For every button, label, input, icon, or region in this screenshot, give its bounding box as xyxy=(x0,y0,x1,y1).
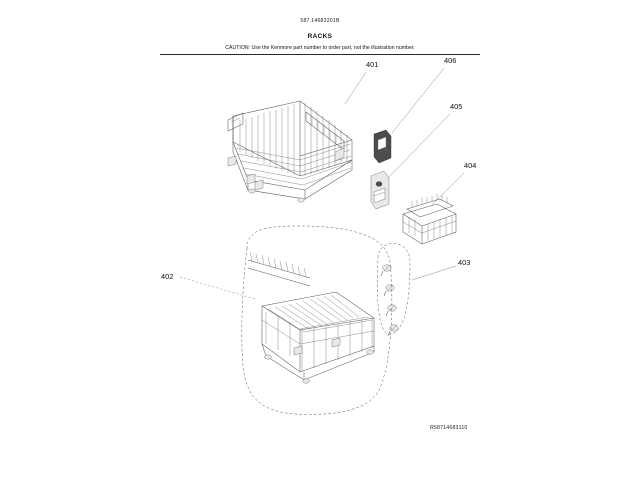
fold-down-tines xyxy=(248,252,310,286)
callout-402: 402 xyxy=(161,272,174,281)
roller-wheel xyxy=(386,305,396,316)
roller-wheel xyxy=(384,285,394,296)
model-number: 587.14683201B xyxy=(300,18,340,24)
part-403-rack-roller-wheels xyxy=(377,243,410,336)
part-405-rack-adjuster-clip xyxy=(371,171,389,209)
caution-note: CAUTION: Use the Kenmore part number to order part, not the illustration number. xyxy=(225,45,415,51)
part-402-lower-dish-rack xyxy=(242,226,392,414)
illustration-number: R58714683110 xyxy=(430,425,468,431)
page-title: RACKS xyxy=(307,33,333,40)
part-401-upper-dish-rack xyxy=(228,101,352,202)
part-406-rack-stop-clip xyxy=(374,130,391,163)
callout-401: 401 xyxy=(366,60,379,69)
roller-wheel xyxy=(381,265,391,276)
callout-406: 406 xyxy=(444,56,457,65)
callout-404: 404 xyxy=(464,161,477,170)
callout-405: 405 xyxy=(450,102,463,111)
callout-403: 403 xyxy=(458,258,471,267)
part-404-silverware-basket xyxy=(403,194,456,244)
leader-lines xyxy=(180,68,464,299)
